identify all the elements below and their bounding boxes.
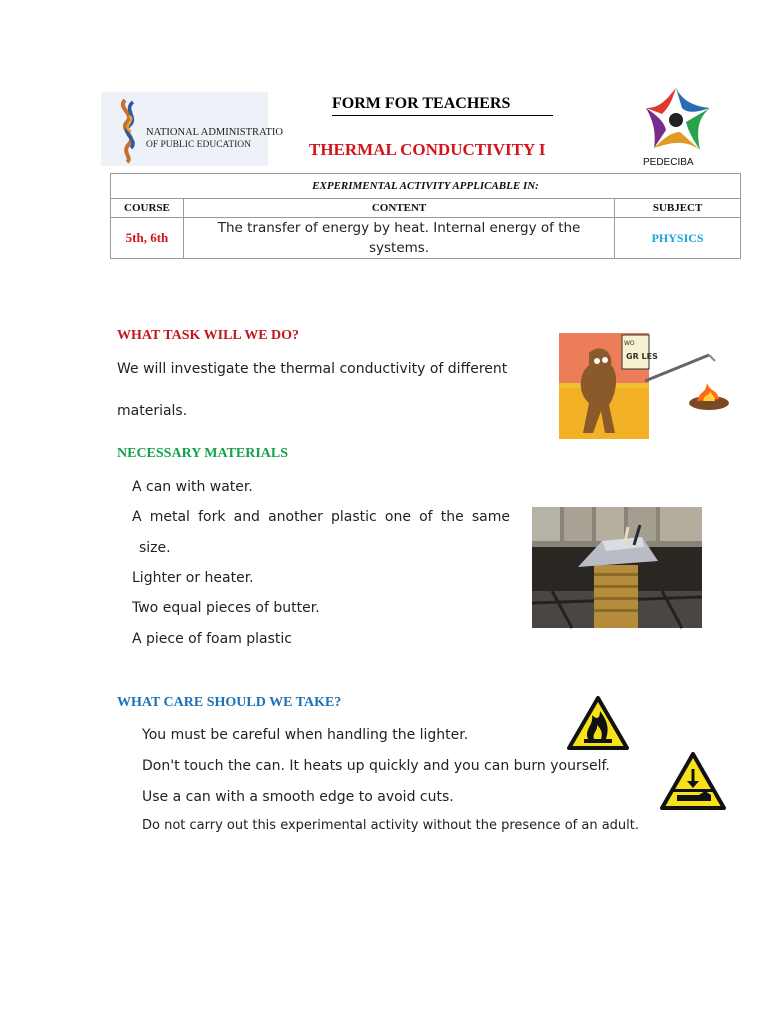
cartoon-sign-small-text: WO	[624, 340, 635, 347]
agency-name	[146, 126, 283, 152]
content-value: The transfer of energy by heat. Internal energy of the systems.	[183, 218, 614, 259]
care-item-text: Do not carry out this experimental activity without the presence of an adult.	[142, 818, 639, 833]
activity-info-table	[110, 173, 741, 259]
materials-item-text: A can with water.	[132, 479, 253, 495]
materials-heading: NECESSARY MATERIALS	[117, 446, 289, 461]
care-item-text: You must be careful when handling the lighter.	[142, 727, 469, 743]
course-value: 5th, 6th	[111, 218, 184, 259]
form-title-underline	[332, 115, 553, 116]
content-header: CONTENT	[183, 199, 614, 218]
chain-logo-icon	[111, 96, 145, 162]
materials-item-text: A piece of foam plastic	[132, 631, 293, 647]
page-title: THERMAL CONDUCTIVITY I	[309, 140, 546, 159]
task-text-line-2: materials.	[117, 403, 188, 419]
form-title: FORM FOR TEACHERS	[332, 95, 511, 112]
care-item-text: Use a can with a smooth edge to avoid cuts.	[142, 789, 454, 805]
applicable-label: EXPERIMENTAL ACTIVITY APPLICABLE IN:	[111, 174, 741, 199]
public-education-logo	[101, 92, 283, 166]
task-heading: WHAT TASK WILL WE DO?	[117, 328, 300, 343]
subject-value: PHYSICS	[615, 218, 741, 259]
star-logo-icon	[636, 86, 714, 154]
agency-name-line-1: NATIONAL ADMINISTRATIO	[146, 127, 283, 138]
materials-item-continued: size.	[139, 540, 171, 556]
can-experiment-photo	[532, 507, 702, 628]
materials-item	[117, 570, 254, 586]
care-item	[127, 818, 639, 833]
care-item	[127, 727, 468, 743]
care-item-text: Don't touch the can. It heats up quickly and you can burn yourself.	[142, 758, 610, 774]
materials-item-text: Two equal pieces of butter.	[132, 600, 320, 616]
materials-item	[117, 600, 320, 616]
care-item	[127, 758, 610, 774]
pedeciba-caption: PEDECIBA	[643, 157, 694, 168]
materials-item-text: A metal fork and another plastic one of the same	[132, 509, 510, 525]
subject-header: SUBJECT	[615, 199, 741, 218]
materials-item	[117, 509, 511, 525]
coyote-cartoon-image	[559, 333, 729, 439]
hand-crush-warning-icon	[659, 751, 727, 811]
materials-item	[117, 631, 292, 647]
pedeciba-logo	[636, 86, 714, 172]
course-header: COURSE	[111, 199, 184, 218]
materials-item-text: Lighter or heater.	[132, 570, 254, 586]
flammable-warning-icon	[566, 695, 630, 751]
care-item	[127, 789, 454, 805]
agency-name-line-2: OF PUBLIC EDUCATION	[146, 140, 252, 150]
materials-item	[117, 479, 253, 495]
task-text-line-1: We will investigate the thermal conductivity of different	[117, 361, 508, 377]
cartoon-sign-text: GR LES	[626, 352, 658, 361]
care-heading: WHAT CARE SHOULD WE TAKE?	[117, 695, 342, 710]
